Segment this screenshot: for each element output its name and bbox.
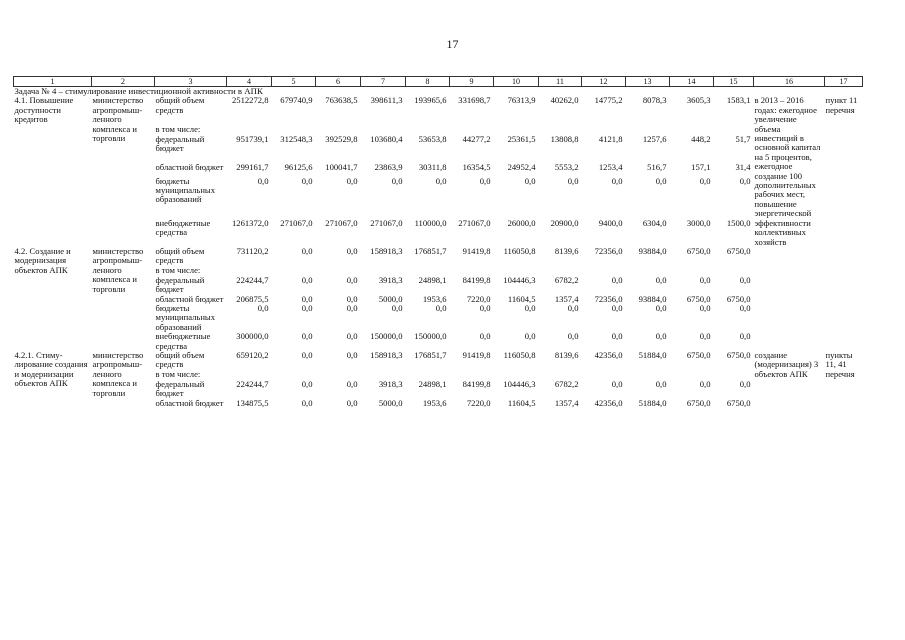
value-cell: 6782,2 <box>554 274 579 285</box>
task-title: Задача № 4 – стимулирование инвестиционной активности в АПК <box>14 86 263 96</box>
value-cell: 398611,3 <box>370 95 403 106</box>
value-cell: 0,0 <box>346 378 358 389</box>
header-cell: 8 <box>406 77 450 87</box>
program-table <box>13 76 863 408</box>
value-cell: 0,0 <box>611 378 623 389</box>
value-cell: 158918,3 <box>370 245 403 256</box>
header-cell: 11 <box>539 77 582 87</box>
value-cell: 0,0 <box>346 175 358 186</box>
value-cell: 6750,0 <box>726 293 751 304</box>
value-cell: 53653,8 <box>418 133 447 144</box>
source-label: общий объем средств <box>155 245 205 266</box>
table-row <box>14 351 863 370</box>
value-cell: 0,0 <box>524 175 536 186</box>
section-reference: пункты 11, 41 перечня <box>825 349 855 379</box>
value-cell: 104446,3 <box>503 378 536 389</box>
value-cell: 51884,0 <box>638 349 667 360</box>
table-row <box>14 247 863 266</box>
value-cell: 0,0 <box>301 245 313 256</box>
value-cell: 3000,0 <box>686 217 711 228</box>
value-cell: 0,0 <box>524 331 536 342</box>
section-result <box>754 247 825 351</box>
header-cell: 7 <box>361 77 406 87</box>
value-cell: 1257,6 <box>642 133 667 144</box>
header-cell: 2 <box>92 77 155 87</box>
value-cell: 8078,3 <box>642 95 667 106</box>
value-cell: 0,0 <box>611 274 623 285</box>
header-cell: 13 <box>626 77 670 87</box>
value-cell: 176851,7 <box>414 349 447 360</box>
section-executor: министерство агропромыш-ленного комплекса и торговли <box>92 95 144 144</box>
value-cell: 0,0 <box>301 349 313 360</box>
table-row <box>14 96 863 124</box>
value-cell: 91419,8 <box>462 349 491 360</box>
value-cell <box>406 125 450 135</box>
value-cell: 951739,1 <box>236 133 269 144</box>
value-cell: 157,1 <box>691 161 711 172</box>
value-cell: 0,0 <box>301 302 313 313</box>
value-cell: 11604,5 <box>507 293 536 304</box>
value-cell: 0,0 <box>301 378 313 389</box>
value-cell: 0,0 <box>699 175 711 186</box>
value-cell: 6304,0 <box>642 217 667 228</box>
source-label: областной бюджет <box>155 161 224 172</box>
source-label: в том числе: <box>155 264 201 275</box>
value-cell: 84199,8 <box>462 378 491 389</box>
value-cell: 116050,8 <box>503 245 536 256</box>
value-cell: 0,0 <box>301 293 313 304</box>
section-executor: министерство агропромыш-ленного комплекса и торговли <box>92 349 144 398</box>
value-cell: 0,0 <box>739 302 751 313</box>
source-label: общий объем средств <box>155 95 205 115</box>
value-cell: 16354,5 <box>462 161 491 172</box>
value-cell: 0,0 <box>346 397 358 408</box>
value-cell: 91419,8 <box>462 245 491 256</box>
header-cell: 10 <box>494 77 539 87</box>
source-label: областной бюджет <box>155 293 224 304</box>
value-cell: 7220,0 <box>466 397 491 408</box>
value-cell: 72356,0 <box>594 293 623 304</box>
value-cell: 30311,8 <box>418 161 447 172</box>
source-label: бюджеты муниципальных образований <box>155 302 215 332</box>
section-reference: пункт 11 перечня <box>825 95 858 115</box>
value-cell: 6750,0 <box>686 349 711 360</box>
value-cell: 659120,2 <box>236 349 269 360</box>
value-cell: 158918,3 <box>370 349 403 360</box>
value-cell: 0,0 <box>301 175 313 186</box>
value-cell: 72356,0 <box>594 245 623 256</box>
value-cell: 40262,0 <box>550 95 579 106</box>
value-cell: 3918,3 <box>378 274 403 285</box>
value-cell: 9400,0 <box>598 217 623 228</box>
value-cell: 11604,5 <box>507 397 536 408</box>
value-cell: 6750,0 <box>686 245 711 256</box>
header-cell: 3 <box>155 77 227 87</box>
value-cell: 116050,8 <box>503 349 536 360</box>
header-cell: 6 <box>316 77 361 87</box>
source-label: федеральный бюджет <box>155 133 205 153</box>
value-cell: 24952,4 <box>507 161 536 172</box>
value-cell: 392529,8 <box>325 133 358 144</box>
value-cell <box>272 125 316 135</box>
value-cell: 0,0 <box>524 302 536 313</box>
value-cell <box>582 125 626 135</box>
value-cell: 1583,1 <box>726 95 751 106</box>
value-cell: 6750,0 <box>726 349 751 360</box>
header-cell: 5 <box>272 77 316 87</box>
value-cell: 3918,3 <box>378 378 403 389</box>
value-cell: 0,0 <box>479 175 491 186</box>
value-cell: 6750,0 <box>726 245 751 256</box>
value-cell: 0,0 <box>346 245 358 256</box>
value-cell: 0,0 <box>739 331 751 342</box>
page-number: 17 <box>446 37 459 51</box>
value-cell <box>670 125 714 135</box>
value-cell: 0,0 <box>346 274 358 285</box>
value-cell: 0,0 <box>611 331 623 342</box>
value-cell: 0,0 <box>479 331 491 342</box>
value-cell: 0,0 <box>739 274 751 285</box>
value-cell: 8139,6 <box>554 349 579 360</box>
value-cell: 0,0 <box>611 175 623 186</box>
value-cell: 224244,7 <box>236 274 269 285</box>
value-cell: 0,0 <box>301 397 313 408</box>
value-cell: 0,0 <box>699 302 711 313</box>
source-label: областной бюджет <box>155 397 224 408</box>
header-row <box>14 77 863 87</box>
section-name: 4.2.1. Стиму-лирование создания и модернизации объектов АПК <box>14 349 88 389</box>
section-name: 4.1. Повышение доступности кредитов <box>14 95 74 125</box>
value-cell: 0,0 <box>301 331 313 342</box>
value-cell: 20900,0 <box>550 217 579 228</box>
value-cell: 8139,6 <box>554 245 579 256</box>
value-cell <box>714 125 754 135</box>
value-cell: 1261372,0 <box>231 217 269 228</box>
value-cell: 1953,6 <box>422 293 447 304</box>
value-cell: 0,0 <box>346 302 358 313</box>
value-cell: 299161,7 <box>236 161 269 172</box>
value-cell: 0,0 <box>655 331 667 342</box>
value-cell: 6750,0 <box>726 397 751 408</box>
value-cell: 0,0 <box>655 274 667 285</box>
header-cell: 4 <box>227 77 272 87</box>
value-cell: 93884,0 <box>638 245 667 256</box>
value-cell <box>450 125 494 135</box>
section-result: создание (модернизация) 3 объектов АПК <box>754 349 819 379</box>
value-cell <box>494 125 539 135</box>
value-cell: 13808,8 <box>550 133 579 144</box>
value-cell: 5000,0 <box>378 293 403 304</box>
value-cell: 96125,6 <box>284 161 313 172</box>
value-cell: 103680,4 <box>370 133 403 144</box>
value-cell: 0,0 <box>611 302 623 313</box>
source-label: в том числе: <box>155 123 201 134</box>
header-cell: 17 <box>825 77 863 87</box>
value-cell: 26000,0 <box>507 217 536 228</box>
header-cell: 14 <box>670 77 714 87</box>
value-cell: 51884,0 <box>638 397 667 408</box>
value-cell: 0,0 <box>739 378 751 389</box>
value-cell: 0,0 <box>346 331 358 342</box>
value-cell: 224244,7 <box>236 378 269 389</box>
value-cell: 25361,5 <box>507 133 536 144</box>
value-cell: 2512272,8 <box>231 95 269 106</box>
value-cell: 1253,4 <box>598 161 623 172</box>
value-cell: 134875,5 <box>236 397 269 408</box>
value-cell: 6750,0 <box>686 397 711 408</box>
value-cell: 0,0 <box>699 331 711 342</box>
value-cell: 300000,0 <box>236 331 269 342</box>
value-cell: 3605,3 <box>686 95 711 106</box>
value-cell: 271067,0 <box>325 217 358 228</box>
value-cell: 110000,0 <box>414 217 447 228</box>
value-cell: 679740,9 <box>280 95 313 106</box>
value-cell: 104446,3 <box>503 274 536 285</box>
value-cell: 271067,0 <box>280 217 313 228</box>
value-cell: 1500,0 <box>726 217 751 228</box>
value-cell <box>539 125 582 135</box>
value-cell: 1953,6 <box>422 397 447 408</box>
value-cell: 84199,8 <box>462 274 491 285</box>
value-cell: 1357,4 <box>554 397 579 408</box>
value-cell: 731120,2 <box>236 245 269 256</box>
value-cell: 0,0 <box>567 302 579 313</box>
value-cell: 448,2 <box>691 133 711 144</box>
value-cell: 42356,0 <box>594 397 623 408</box>
value-cell: 6782,2 <box>554 378 579 389</box>
value-cell: 100041,7 <box>325 161 358 172</box>
value-cell: 0,0 <box>435 175 447 186</box>
value-cell: 44277,2 <box>462 133 491 144</box>
value-cell: 5553,2 <box>554 161 579 172</box>
section-executor: министерство агропромыш-ленного комплекса и торговли <box>92 245 144 294</box>
value-cell: 516,7 <box>647 161 667 172</box>
value-cell: 24898,1 <box>418 378 447 389</box>
header-cell: 16 <box>754 77 825 87</box>
value-cell: 0,0 <box>257 175 269 186</box>
value-cell: 0,0 <box>391 175 403 186</box>
value-cell: 1357,4 <box>554 293 579 304</box>
value-cell: 193965,6 <box>414 95 447 106</box>
source-label: федеральный бюджет <box>155 378 205 399</box>
value-cell <box>227 125 272 135</box>
value-cell: 24898,1 <box>418 274 447 285</box>
value-cell: 0,0 <box>655 302 667 313</box>
value-cell: 206875,5 <box>236 293 269 304</box>
value-cell: 14775,2 <box>594 95 623 106</box>
section-reference <box>825 247 863 351</box>
value-cell <box>626 125 670 135</box>
value-cell: 0,0 <box>567 331 579 342</box>
value-cell: 331698,7 <box>458 95 491 106</box>
value-cell: 0,0 <box>699 378 711 389</box>
value-cell: 6750,0 <box>686 293 711 304</box>
value-cell: 0,0 <box>699 274 711 285</box>
value-cell <box>316 125 361 135</box>
value-cell: 150000,0 <box>370 331 403 342</box>
header-cell: 1 <box>14 77 92 87</box>
value-cell: 0,0 <box>257 302 269 313</box>
value-cell: 763638,5 <box>325 95 358 106</box>
source-label: внебюджетные средства <box>155 217 211 238</box>
section-name: 4.2. Создание и модернизация объектов АПК <box>14 245 71 275</box>
value-cell: 0,0 <box>479 302 491 313</box>
value-cell: 271067,0 <box>370 217 403 228</box>
value-cell: 150000,0 <box>414 331 447 342</box>
value-cell: 0,0 <box>301 274 313 285</box>
value-cell: 0,0 <box>346 349 358 360</box>
value-cell: 76313,9 <box>507 95 536 106</box>
header-cell: 9 <box>450 77 494 87</box>
value-cell: 0,0 <box>391 302 403 313</box>
value-cell: 0,0 <box>655 378 667 389</box>
source-label: бюджеты муниципальных образований <box>155 175 215 205</box>
value-cell: 4121,8 <box>598 133 623 144</box>
value-cell: 0,0 <box>346 293 358 304</box>
source-label: внебюджетные средства <box>155 331 211 351</box>
value-cell: 7220,0 <box>466 293 491 304</box>
source-label: в том числе: <box>155 368 201 379</box>
header-cell: 15 <box>714 77 754 87</box>
value-cell: 271067,0 <box>458 217 491 228</box>
source-label: федеральный бюджет <box>155 274 205 295</box>
source-label: общий объем средств <box>155 349 205 370</box>
value-cell: 93884,0 <box>638 293 667 304</box>
value-cell: 5000,0 <box>378 397 403 408</box>
value-cell: 31,4 <box>735 161 751 172</box>
value-cell: 0,0 <box>655 175 667 186</box>
value-cell: 51,7 <box>735 133 751 144</box>
value-cell: 42356,0 <box>594 349 623 360</box>
section-result: в 2013 – 2016 годах: ежегодное увеличение объема инвестиций в основной капитал на 5 процентов, ежегодное создание 100 дополнительных рабочих мест, повышение энергетической эффективности коллективных хозяйств <box>754 95 821 247</box>
value-cell: 176851,7 <box>414 245 447 256</box>
value-cell <box>361 125 406 135</box>
value-cell: 0,0 <box>435 302 447 313</box>
value-cell: 312548,3 <box>280 133 313 144</box>
header-cell: 12 <box>582 77 626 87</box>
value-cell: 0,0 <box>567 175 579 186</box>
value-cell: 0,0 <box>739 175 751 186</box>
value-cell: 23863,9 <box>374 161 403 172</box>
